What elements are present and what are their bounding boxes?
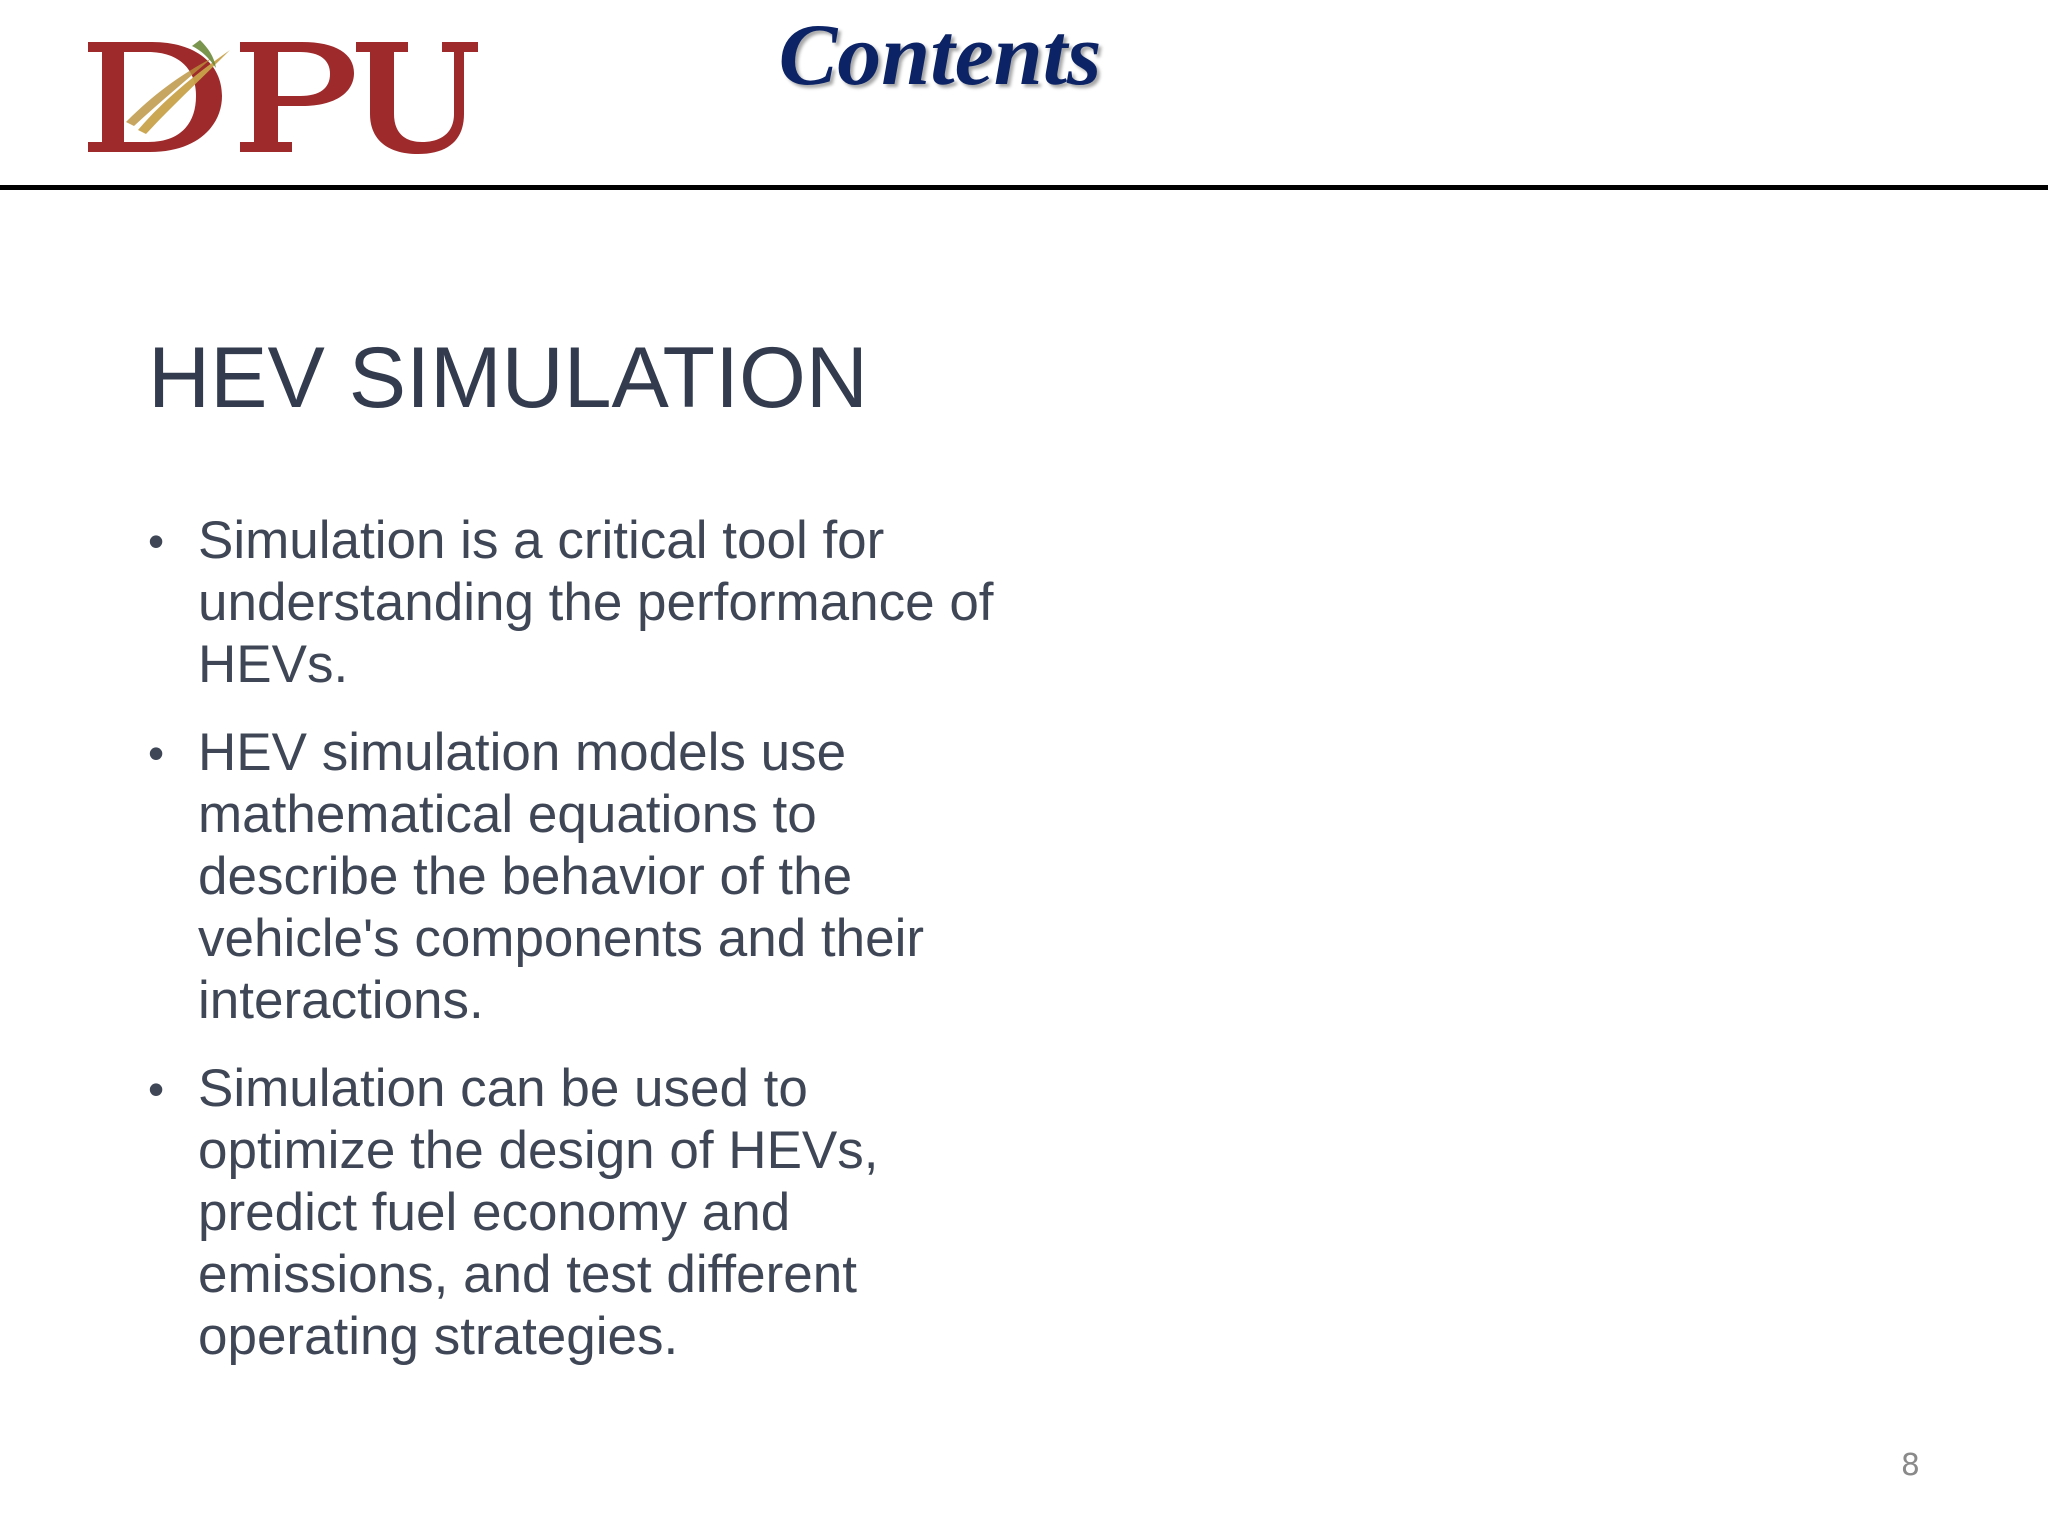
bullet-marker: • xyxy=(148,727,165,779)
bullet-list xyxy=(148,510,1018,1394)
dpu-logo-graphic xyxy=(80,30,485,165)
bullet-item xyxy=(148,510,1018,696)
bullet-text: Simulation is a critical tool for understanding the performance of HEVs. xyxy=(198,511,994,694)
section-heading: HEV SIMULATION xyxy=(148,330,868,426)
slide-header-title: Contents xyxy=(778,7,1102,104)
bullet-text: HEV simulation models use mathematical equations to describe the behavior of the vehicle's components and their interactions. xyxy=(198,723,925,1030)
bullet-item xyxy=(148,1058,1018,1368)
header-divider xyxy=(0,185,2048,190)
bullet-marker: • xyxy=(148,1063,165,1115)
page-number: 8 xyxy=(1900,1448,1920,1483)
bullet-text: Simulation can be used to optimize the design of HEVs, predict fuel economy and emissions, and test different operating strategies. xyxy=(198,1059,879,1366)
dpu-logo xyxy=(80,30,485,165)
bullet-marker: • xyxy=(148,515,165,567)
bullet-item xyxy=(148,722,1018,1032)
